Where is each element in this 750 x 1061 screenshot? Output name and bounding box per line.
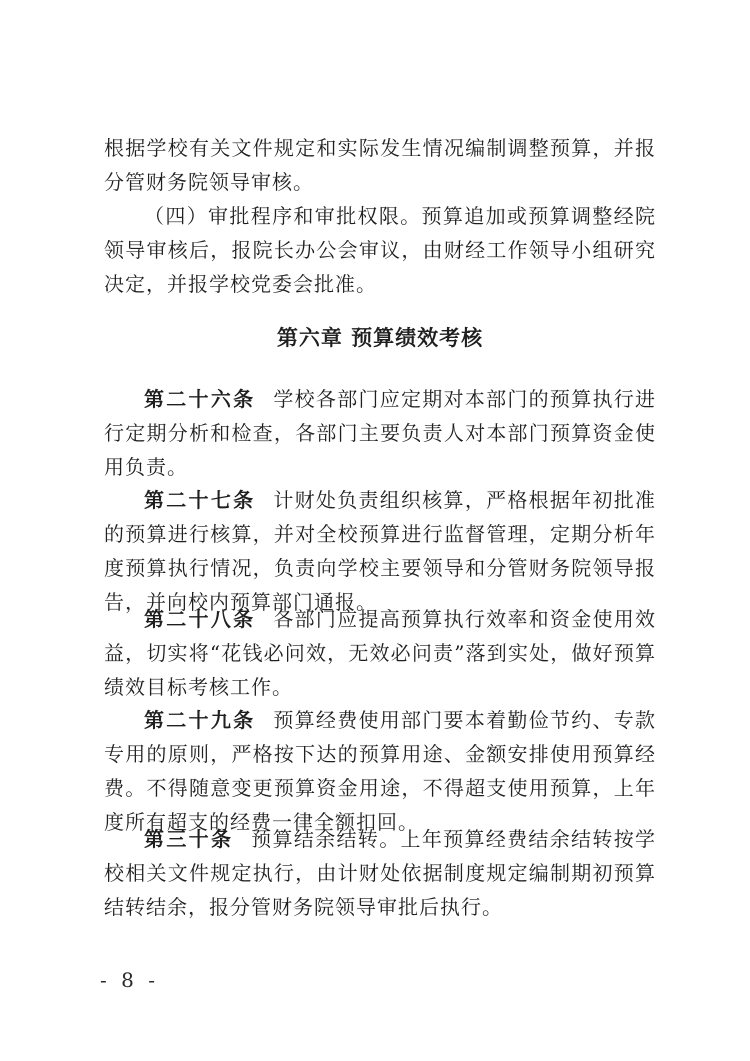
article-30-label: 第三十条 <box>144 827 234 851</box>
article-29-label: 第二十九条 <box>144 708 256 732</box>
article-27-label: 第二十七条 <box>144 488 256 512</box>
article-28-paragraph <box>104 602 656 704</box>
item-four-paragraph <box>104 199 656 301</box>
page-number: - 8 - <box>100 968 159 992</box>
article-30-paragraph <box>104 822 656 924</box>
article-29-text: 预算经费使用部门要本着勤俭节约、专款专用的原则，严格按下达的预算用途、金额安排使用预算经费。不得随意变更预算资金用途，不得超支使用预算，上年度所有超支的经费一律全额扣回。 <box>104 708 657 834</box>
article-28-label: 第二十八条 <box>144 607 256 631</box>
article-27-text: 计财处负责组织核算，严格根据年初批准的预算进行核算，并对全校预算进行监督管理，定期分析年度预算执行情况，负责向学校主要领导和分管财务院领导报告，并向校内预算部门通报。 <box>104 488 657 614</box>
chapter-title: 第六章 预算绩效考核 <box>276 326 484 350</box>
article-27-paragraph <box>104 483 656 619</box>
article-28-text: 各部门应提高预算执行效率和资金使用效益，切实将“花钱必问效，无效必问责”落到实处，做好预算绩效目标考核工作。 <box>104 607 657 699</box>
continuation-paragraph <box>104 131 656 199</box>
article-26-text: 学校各部门应定期对本部门的预算执行进行定期分析和检查，各部门主要负责人对本部门预算资金使用负责。 <box>104 387 657 479</box>
article-30-text: 预算结余结转。上年预算经费结余结转按学校相关文件规定执行，由计财处依据制度规定编制期初预算结转结余，报分管财务院领导审批后执行。 <box>104 827 657 919</box>
article-26-paragraph <box>104 382 656 484</box>
article-29-paragraph <box>104 703 656 839</box>
item-four-text: （四）审批程序和审批权限。预算追加或预算调整经院领导审核后，报院长办公会审议，由财经工作领导小组研究决定，并报学校党委会批准。 <box>104 204 656 296</box>
continuation-text: 根据学校有关文件规定和实际发生情况编制调整预算，并报分管财务院领导审核。 <box>104 136 656 194</box>
article-26-label: 第二十六条 <box>144 387 256 411</box>
